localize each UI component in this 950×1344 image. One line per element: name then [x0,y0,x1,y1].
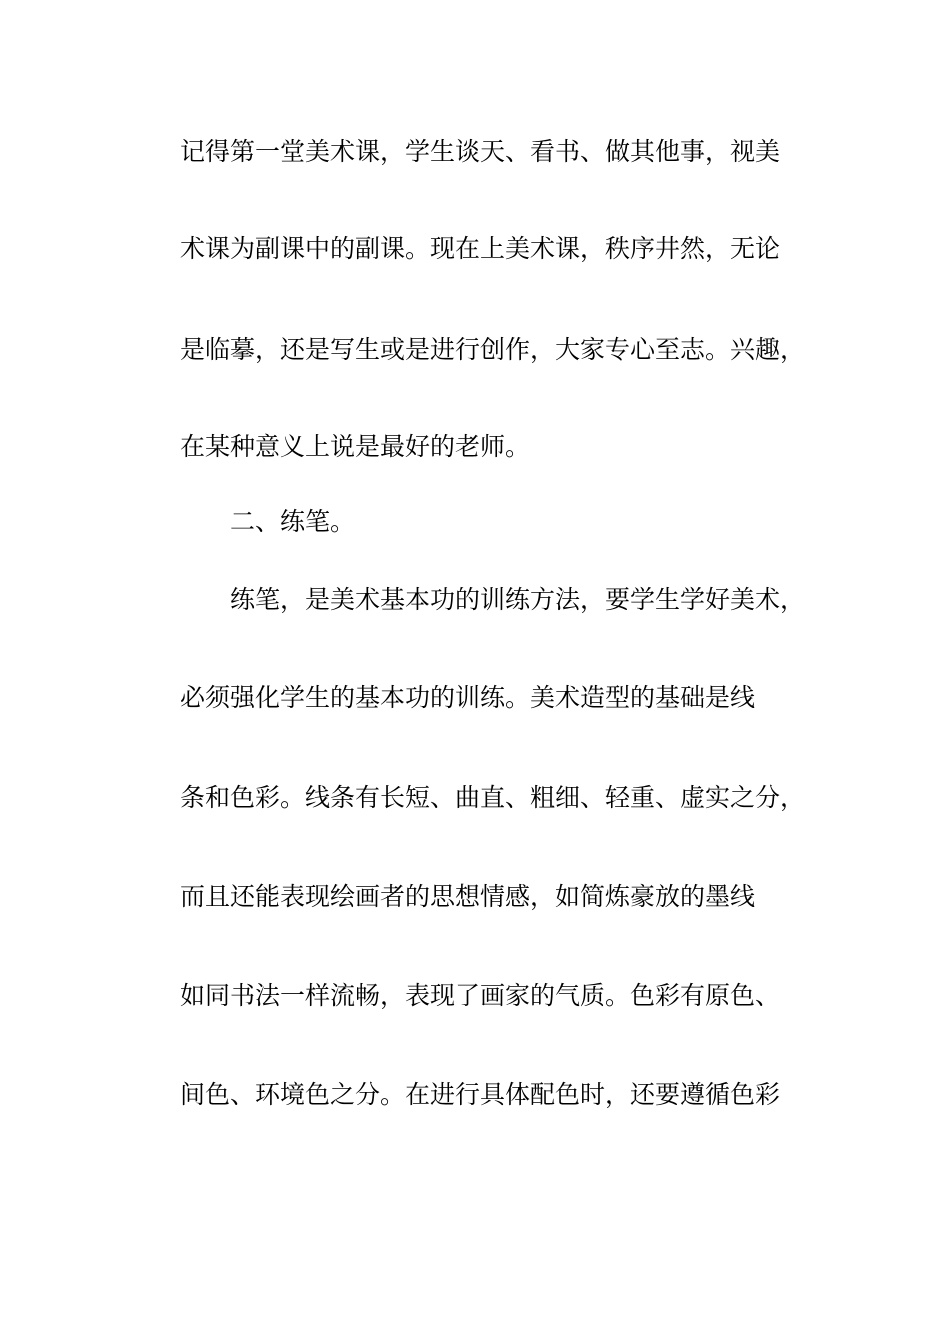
paragraph-line-7: 条和色彩。线条有长短、曲直、粗细、轻重、虚实之分， [180,783,806,812]
paragraph-line-5: 练笔，是美术基本功的训练方法，要学生学好美术， [230,585,806,614]
paragraph-line-2: 术课为副课中的副课。现在上美术课，秩序井然，无论 [180,234,781,263]
paragraph-line-10: 间色、环境色之分。在进行具体配色时，还要遵循色彩 [180,1080,781,1109]
paragraph-line-6: 必须强化学生的基本功的训练。美术造型的基础是线 [180,683,756,712]
paragraph-line-8: 而且还能表现绘画者的思想情感，如简炼豪放的墨线 [180,882,756,911]
paragraph-line-3: 是临摹，还是写生或是进行创作，大家专心至志。兴趣， [180,335,806,364]
paragraph-line-4: 在某种意义上说是最好的老师。 [180,432,531,461]
section-heading: 二、练笔。 [230,507,356,536]
paragraph-line-9: 如同书法一样流畅，表现了画家的气质。色彩有原色、 [180,981,781,1010]
paragraph-line-1: 记得第一堂美术课，学生谈天、看书、做其他事，视美 [180,137,781,166]
